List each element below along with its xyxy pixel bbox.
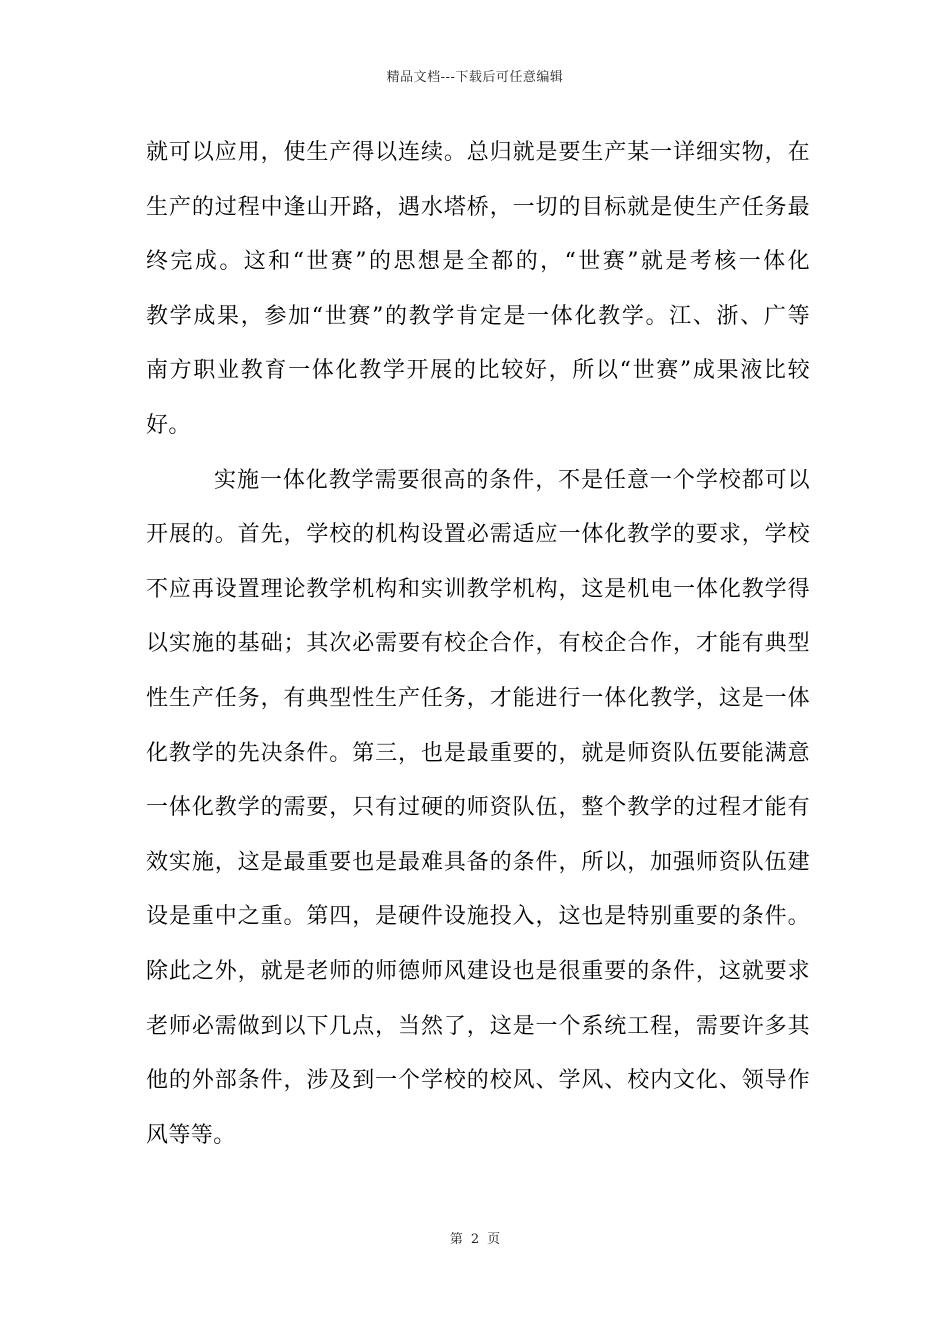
text-line: 化教学的先决条件。第三，也是最重要的，就是师资队伍要能满意 [146,740,810,766]
text-line: 性生产任务，有典型性生产任务，才能进行一体化教学，这是一体 [146,685,810,711]
text-line: 设是重中之重。第四，是硬件设施投入，这也是特别重要的条件。 [146,904,810,930]
text-line: 终完成。这和“世赛”的思想是全都的，“世赛”就是考核一体化 [146,249,810,275]
page-number-prefix: 第 [449,1232,463,1247]
page-number-suffix: 页 [487,1232,501,1247]
text-line: 开展的。首先，学校的机构设置必需适应一体化教学的要求，学校 [146,522,810,548]
text-line: 除此之外，就是老师的师德师风建设也是很重要的条件，这就要求 [146,958,810,984]
text-line: 南方职业教育一体化教学开展的比较好，所以“世赛”成果液比较 [146,358,810,384]
text-line: 教学成果，参加“世赛”的教学肯定是一体化教学。江、浙、广等 [146,303,810,329]
text-line: 一体化教学的需要，只有过硬的师资队伍，整个教学的过程才能有 [146,795,810,821]
paragraph-2 [146,454,810,1164]
text-line: 效实施，这是最重要也是最难具备的条件，所以，加强师资队伍建 [146,849,810,875]
page-header: 精品文档---下载后可任意编辑 [386,70,564,85]
text-line: 不应再设置理论教学机构和实训教学机构，这是机电一体化教学得 [146,576,810,602]
text-line: 就可以应用，使生产得以连续。总归就是要生产某一详细实物，在 [146,140,810,165]
text-line: 他的外部条件，涉及到一个学校的校风、学风、校内文化、领导作 [146,1068,810,1094]
text-line: 风等等。 [146,1122,236,1148]
paragraph-1 [146,126,810,454]
text-line: 生产的过程中逢山开路，遇水塔桥，一切的目标就是使生产任务最 [146,194,810,220]
text-line: 实施一体化教学需要很高的条件，不是任意一个学校都可以 [214,467,810,493]
page-footer [0,1228,950,1247]
text-line: 好。 [146,412,191,438]
text-line: 以实施的基础；其次必需要有校企合作，有校企合作，才能有典型 [146,631,810,657]
text-line: 老师必需做到以下几点，当然了，这是一个系统工程，需要许多其 [146,1013,810,1039]
document-body [146,126,810,1163]
page-number: 2 [470,1232,480,1247]
